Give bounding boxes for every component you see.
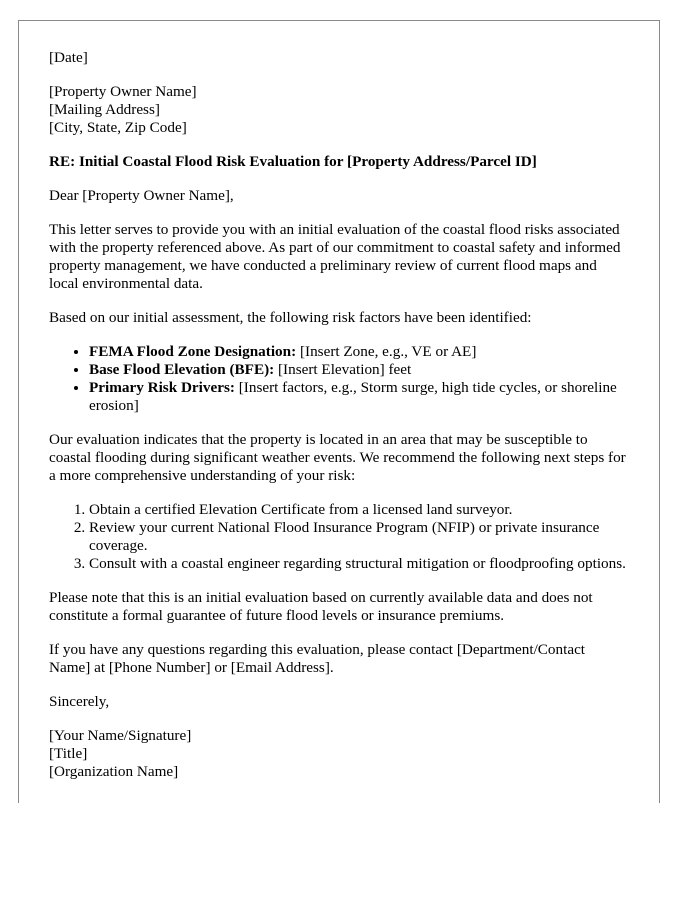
signature-name: [Your Name/Signature] [49, 727, 192, 744]
next-steps-list [49, 501, 629, 573]
intro-paragraph: This letter serves to provide you with an initial evaluation of the coastal flood risks associated with the property referenced above. As part of our commitment to coastal safety and informed property management, we have conducted a preliminary review of current flood maps and local environmental data. [49, 221, 621, 292]
date-text: [Date] [49, 49, 88, 66]
subject-line: RE: Initial Coastal Flood Risk Evaluation for [Property Address/Parcel ID] [49, 153, 537, 170]
risk-factor-item [89, 379, 629, 415]
signature-title: [Title] [49, 745, 88, 762]
salutation: Dear [Property Owner Name], [49, 187, 234, 204]
next-step-item: 1. Obtain a certified Elevation Certificate from a licensed land surveyor. [89, 501, 629, 519]
risk-factor-label: Primary Risk Drivers: [89, 379, 235, 396]
recipient-address-block [49, 83, 629, 137]
risk-factor-label: Base Flood Elevation (BFE): [89, 361, 275, 378]
letter-document [18, 20, 660, 803]
disclaimer-paragraph: Please note that this is an initial evaluation based on currently available data and does not constitute a formal guarantee of future flood levels or insurance premiums. [49, 589, 593, 624]
next-step-item: 2. Review your current National Flood Insurance Program (NFIP) or private insurance coverage. [89, 519, 629, 555]
recipient-name: [Property Owner Name] [49, 83, 197, 100]
signature-block [49, 727, 629, 781]
risk-factors-list [49, 343, 629, 415]
contact-paragraph: If you have any questions regarding this evaluation, please contact [Department/Contact Name] at [Phone Number] or [Email Address]. [49, 641, 586, 676]
risk-factor-item [89, 361, 629, 379]
recipient-mailing-address: [Mailing Address] [49, 101, 160, 118]
risk-factor-value: [Insert factors, e.g., Storm surge, high tide cycles, or shoreline erosion] [89, 379, 617, 414]
assessment-intro: Based on our initial assessment, the following risk factors have been identified: [49, 309, 532, 326]
risk-factor-value: [Insert Elevation] feet [274, 361, 412, 378]
evaluation-paragraph: Our evaluation indicates that the property is located in an area that may be susceptible to coastal flooding during significant weather events. We recommend the following next steps for a more comprehensive understanding of your risk: [49, 431, 626, 484]
signature-organization: [Organization Name] [49, 763, 179, 780]
risk-factor-value: [Insert Zone, e.g., VE or AE] [296, 343, 477, 360]
closing: Sincerely, [49, 693, 110, 710]
next-step-item: 3. Consult with a coastal engineer regarding structural mitigation or floodproofing options. [89, 555, 629, 573]
letter-date [49, 49, 629, 67]
recipient-city-state-zip: [City, State, Zip Code] [49, 119, 187, 136]
risk-factor-item [89, 343, 629, 361]
risk-factor-label: FEMA Flood Zone Designation: [89, 343, 297, 360]
